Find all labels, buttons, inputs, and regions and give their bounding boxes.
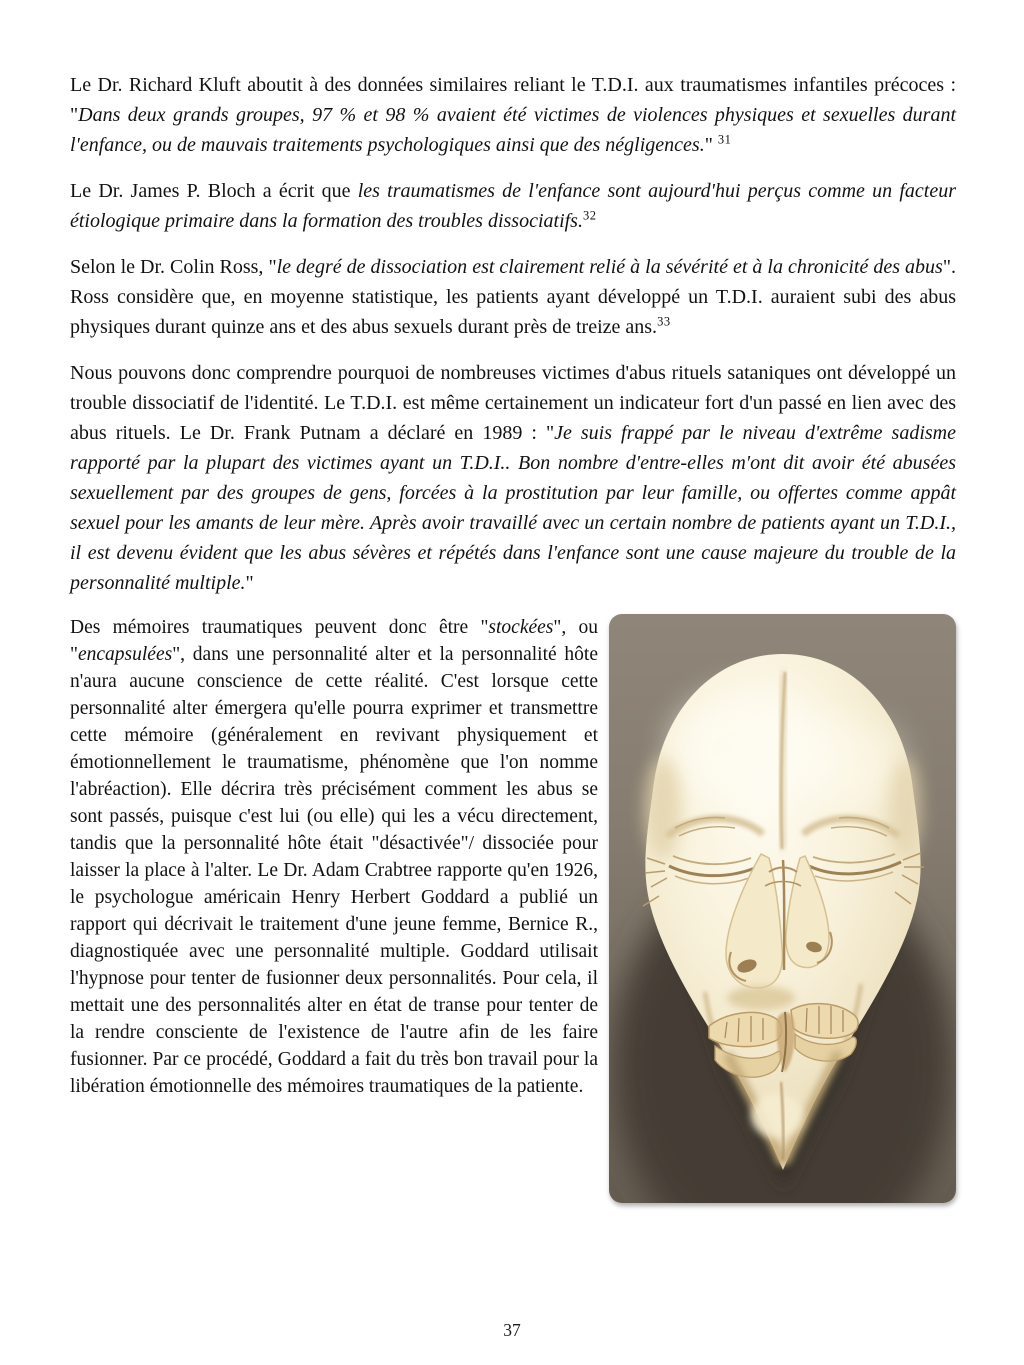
paragraph-bloch	[70, 176, 956, 236]
footnote-ref-32: 32	[582, 208, 597, 223]
text-run: ", dans une personnalité alter et la personnalité hôte n'aura aucune conscience de cette réalité. C'est lorsque cette personnalité alter émergera qu'elle pourra exprimer et transmettre cette mémoire (généralement en revivant physiquement et émotionnellement le traumatisme, phénomène que l'on nomme l'abréaction). Elle décrira très précisément comment les abus se sont passés, puisque c'est lui (ou elle) qui les a vécu directement, tandis que la personnalité hôte était "désactivée"/ dissociée pour laisser la place à l'alter. Le Dr. Adam Crabtree rapporte qu'en 1926, le psychologue américain Henry Herbert Goddard a publié un rapport qui décrivait le traitement d'une jeune femme, Bernice R., diagnostiquée avec une personnalité multiple. Goddard utilisait l'hypnose pour tenter de fusionner deux personnalités. Pour cela, il mettait une des personnalités alter en état de transe pour tenter de la rendre consciente de l'existence de l'autre afin de les faire fusionner. Par ce procédé, Goddard a fait du très bon travail pour la libération émotionnelle des mémoires traumatiques de la patiente.	[70, 644, 598, 1097]
paragraph-putnam	[70, 358, 956, 598]
text-run: "	[704, 134, 718, 156]
text-run: Le Dr. James P. Bloch a écrit que	[70, 180, 358, 202]
quote-italic: Dans deux grands groupes, 97 % et 98 % avaient été victimes de violences physiques et sexuelles durant l'enfance, ou de mauvais traitements psychologiques ainsi que des négligences.	[70, 104, 956, 156]
figure-sculpture-photo	[609, 614, 956, 1203]
text-run: ". Ross considère que, en moyenne statistique, les patients ayant développé un T.D.I. auraient subi des abus physiques durant quinze ans et des abus sexuels durant près de treize ans.	[70, 256, 956, 338]
text-run: ", ou "	[70, 617, 598, 665]
footnote-ref-33: 33	[657, 314, 671, 329]
page-content	[70, 70, 956, 1203]
text-run: Nous pouvons donc comprendre pourquoi de nombreuses victimes d'abus rituels sataniques ont développé un trouble dissociatif de l'identité. Le T.D.I. est même certainement un indicateur fort d'un passé en lien avec des abus rituels. Le Dr. Frank Putnam a déclaré en 1989 : "	[70, 362, 956, 444]
text-run: Le Dr. Richard Kluft aboutit à des données similaires reliant le T.D.I. aux traumatismes infantiles précoces : "	[70, 74, 956, 126]
paragraph-kluft	[70, 70, 956, 160]
text-run: "	[245, 572, 254, 594]
quote-italic: les traumatismes de l'enfance sont aujourd'hui perçus comme un facteur étiologique primaire dans la formation des troubles dissociatifs.	[70, 180, 957, 232]
page-number: 37	[503, 1320, 521, 1340]
text-run: Selon le Dr. Colin Ross, "	[70, 256, 277, 278]
text-and-figure-section	[70, 614, 956, 1203]
quote-italic: Je suis frappé par le niveau d'extrême sadisme rapporté par la plupart des victimes ayant un T.D.I.. Bon nombre d'entre-elles m'ont dit avoir été abusées sexuellement par des groupes de gens, forcées à la prostitution par leur famille, ou offertes comme appât sexuel pour les amants de leur mère. Après avoir travaillé avec un certain nombre de patients ayant un T.D.I., il est devenu évident que les abus sévères et répétés dans l'enfance sont une cause majeure du trouble de la personnalité multiple.	[70, 422, 956, 594]
term-italic: encapsulées	[77, 644, 173, 665]
porcelain-face-artwork	[609, 614, 956, 1203]
text-run: Des mémoires traumatiques peuvent donc être "	[70, 617, 489, 638]
paragraph-memoires	[70, 614, 598, 1100]
quote-italic: le degré de dissociation est clairement relié à la sévérité et à la chronicité des abus	[276, 256, 943, 278]
paragraph-ross	[70, 252, 956, 342]
term-italic: stockées	[488, 617, 554, 638]
footnote-ref-31: 31	[717, 132, 732, 147]
